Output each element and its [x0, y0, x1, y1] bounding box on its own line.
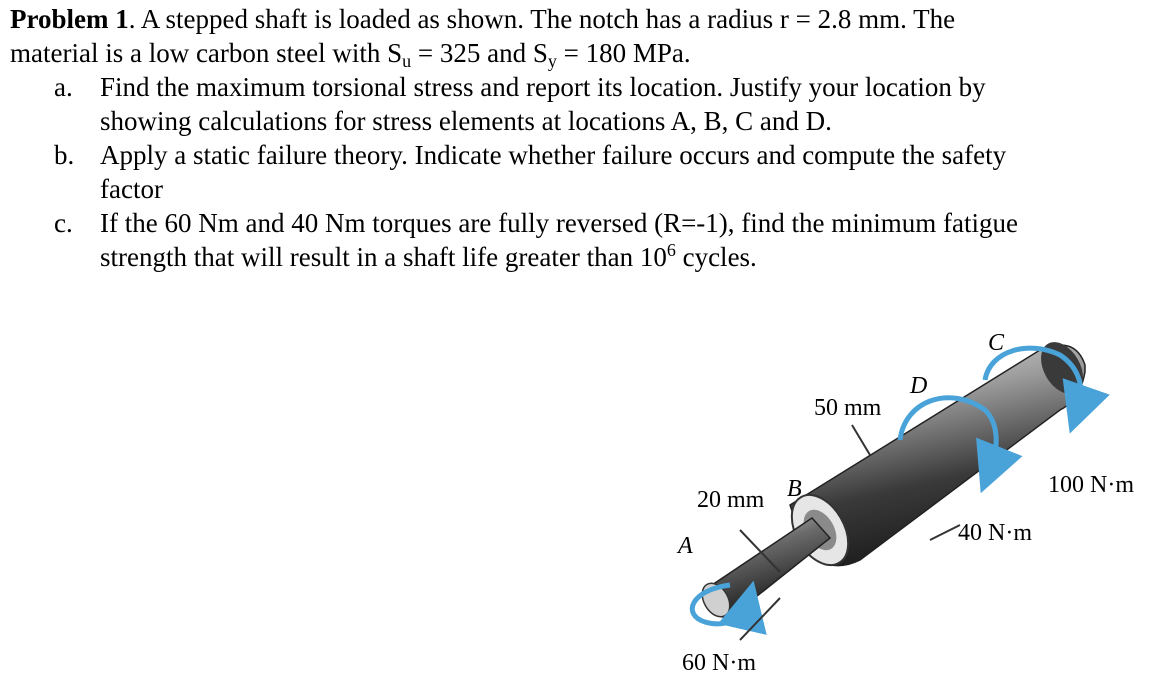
- part-a-marker: a.: [54, 72, 73, 102]
- problem-intro-line-1: Problem 1. A stepped shaft is loaded as shown. The notch has a radius r = 2.8 mm. The: [10, 4, 956, 34]
- label-point-b: B: [787, 476, 802, 502]
- label-torque-100: 100 N·m: [1048, 472, 1134, 498]
- leader-50mm: [852, 425, 870, 455]
- label-dia-20mm: 20 mm: [697, 487, 765, 513]
- label-dia-50mm: 50 mm: [814, 395, 882, 421]
- problem-intro-line-2: material is a low carbon steel with $S_u = 325$ and $S_y = 180$ MPa.: [10, 38, 691, 71]
- label-point-d: D: [910, 373, 928, 399]
- problem-statement: [10, 2, 1160, 274]
- label-torque-60: 60 N·m: [682, 650, 756, 676]
- part-b-marker: b.: [54, 140, 75, 170]
- shaft-figure: [0, 300, 1168, 690]
- label-torque-40: 40 N·m: [958, 520, 1032, 546]
- label-point-a: A: [678, 533, 693, 559]
- part-a: a. Find the maximum torsional stress and report its location. Justify your location by showing calculations for stress elements at locations A, B, C and D.: [54, 72, 986, 136]
- problem-heading: Problem 1: [10, 4, 129, 34]
- part-c: c. If the 60 Nm and 40 Nm torques are fully reversed (R=-1), find the minimum fatigue strength that will result in a shaft life greater than $10^6$ cycles.: [54, 208, 1018, 272]
- label-point-c: C: [988, 330, 1005, 356]
- leader-40nm: [930, 525, 960, 540]
- part-c-marker: c.: [54, 208, 73, 238]
- part-b: b. Apply a static failure theory. Indicate whether failure occurs and compute the safety factor: [54, 140, 1007, 204]
- stepped-shaft-diagram: [0, 300, 1168, 690]
